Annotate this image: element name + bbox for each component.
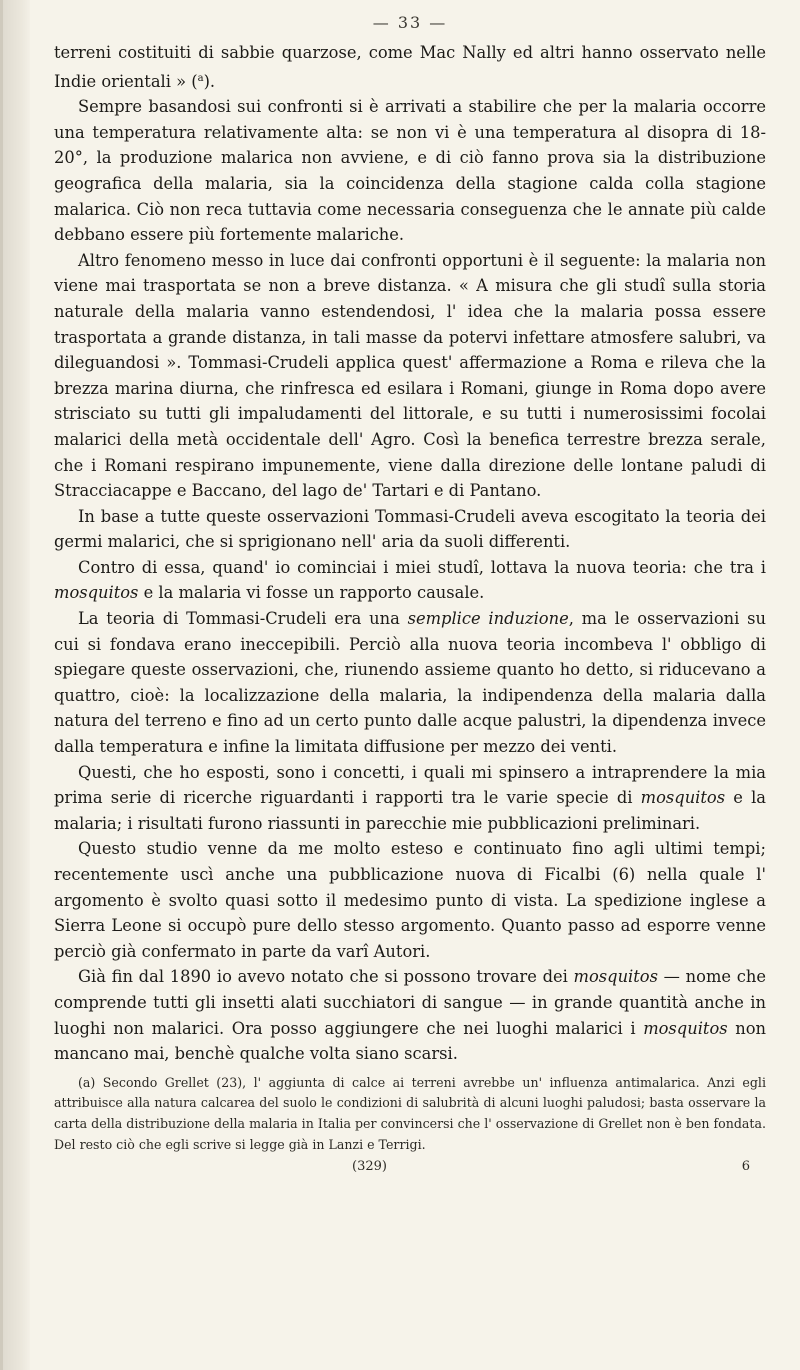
paragraph-1-tail: ).: [203, 71, 216, 91]
running-head: — 33 —: [372, 13, 448, 32]
page-code: (329): [352, 1159, 387, 1175]
italic-term: mosquitos: [643, 1018, 728, 1038]
paragraph-5-tail: e la malaria vi fosse un rapporto causale.: [138, 583, 485, 603]
paragraph-3: Altro fenomeno messo in luce dai confronti opportuni è il seguente: la malaria non viene mai trasportata se non a breve distanza. « A misura che gli studî sulla storia naturale della malaria vanno estendendosi, l' idea che la malaria possa essere trasportata a grande distanza, in tali masse da potervi infettare atmosfere salubri, va dileguandosi ». Tommasi-Crudeli applica quest' affermazione a Roma e rileva che la brezza marina diurna, che rinfresca ed esilara i Romani, giunge in Roma dopo avere strisciato su tutti gli impaludamenti del littorale, e su tutti i numerosissimi focolai malarici della metà occidentale dell' Agro. Così la benefica terrestre brezza serale, che i Romani respirano impunemente, viene dalla direzione delle lontane paludi di Stracciacappe e Baccano, del lago de' Tartari e di Pantano.: [54, 250, 766, 501]
paragraph-6: [54, 606, 766, 760]
paragraph-7: [54, 760, 766, 837]
paragraph-9-tail: non mancano mai, benchè qualche volta siano scarsi.: [54, 1018, 766, 1064]
italic-term: mosquitos: [640, 788, 726, 808]
body-text: [54, 40, 766, 1067]
paragraph-9: [54, 964, 766, 1066]
paragraph-8: Questo studio venne da me molto esteso e continuato fino agli ultimi tempi; recentemente uscì anche una pubblicazione nuova di Ficalbi (6) nella quale l' argomento è svolto quasi sotto il medesimo punto di vista. La spedizione inglese a Sierra Leone si occupò pure dello stesso argomento. Quanto passo ad esporre venne perciò già confermato in parte da varî Autori.: [54, 839, 766, 961]
paragraph-9-middle: — nome che comprende tutti gli insetti alati succhiatori di sangue — in grande quantità anche in luoghi non malarici. Ora posso aggiungere che nei luoghi malarici i: [54, 967, 766, 1038]
paragraph-6-text: La teoria di Tommasi-Crudeli era una: [78, 609, 408, 629]
footnote: [54, 1073, 766, 1155]
footnote-marker: (a): [78, 1074, 96, 1090]
paragraph-6-tail: , ma le osservazioni su cui si fondava erano ineccepibili. Perciò alla nuova teoria incombeva l' obbligo di spiegare queste osservazioni, che, riunendo assieme quanto ho detto, si riducevano a quattro, cioè: la localizzazione della malaria, la indipendenza della malaria dalla natura del terreno e fino ad un certo punto dalle acque palustri, la dipendenza invece dalla temperatura e infine la limitata diffusione per mezzo dei venti.: [54, 609, 766, 757]
paragraph-1-text: terreni costituiti di sabbie quarzose, come Mac Nally ed altri hanno osservato nelle Indie orientali » (: [54, 43, 766, 91]
italic-term: semplice induzione: [407, 609, 569, 629]
italic-term: mosquitos: [573, 967, 658, 987]
footnote-text: Secondo Grellet (23), l' aggiunta di calce ai terreni avrebbe un' influenza antimalarica. Anzi egli attribuisce alla natura calcarea del suolo le condizioni di salubrità di alcuni luoghi paludosi; basta osservare la carta della distribuzione della malaria in Italia per convincersi che l' osservazione di Grellet non è ben fondata. Del resto ciò che egli scrive si legge già in Lanzi e Terrigi.: [54, 1074, 766, 1152]
paragraph-2: Sempre basandosi sui confronti si è arrivati a stabilire che per la malaria occorre una temperatura relativamente alta: se non vi è una temperatura al disopra di 18-20°, la produzione malarica non avviene, e di ciò fanno prova sia la distribuzione geografica della malaria, sia la coincidenza della stagione calda colla stagione malarica. Ciò non reca tuttavia come necessaria conseguenza che le annate più calde debbano essere più fortemente malariche.: [54, 97, 766, 245]
footnote-ref[interactable]: a: [197, 72, 204, 84]
paragraph-7-text: Questi, che ho esposti, sono i concetti, i quali mi spinsero a intraprendere la mia prima serie di ricerche riguardanti i rapporti tra le varie specie di: [54, 762, 766, 808]
paragraph-5-text: Contro di essa, quand' io cominciai i miei studî, lottava la nuova teoria: che tra i: [78, 557, 766, 577]
italic-term: mosquitos: [54, 583, 139, 603]
book-page: [54, 10, 766, 1183]
paragraph-1: [54, 40, 766, 94]
paragraph-9-text: Già fin dal 1890 io avevo notato che si possono trovare dei: [78, 967, 574, 987]
paragraph-4: In base a tutte queste osservazioni Tommasi-Crudeli aveva escogitato la teoria dei germi malarici, che si sprigionano nell' aria da suoli differenti.: [54, 506, 766, 552]
signature-line: [54, 1157, 766, 1183]
sheet-mark: 6: [741, 1159, 750, 1175]
paragraph-5: [54, 555, 766, 606]
paragraph-7-tail: e la malaria; i risultati furono riassunti in parecchie mie pubblicazioni preliminari.: [54, 788, 766, 833]
binding-edge: [0, 0, 30, 1370]
